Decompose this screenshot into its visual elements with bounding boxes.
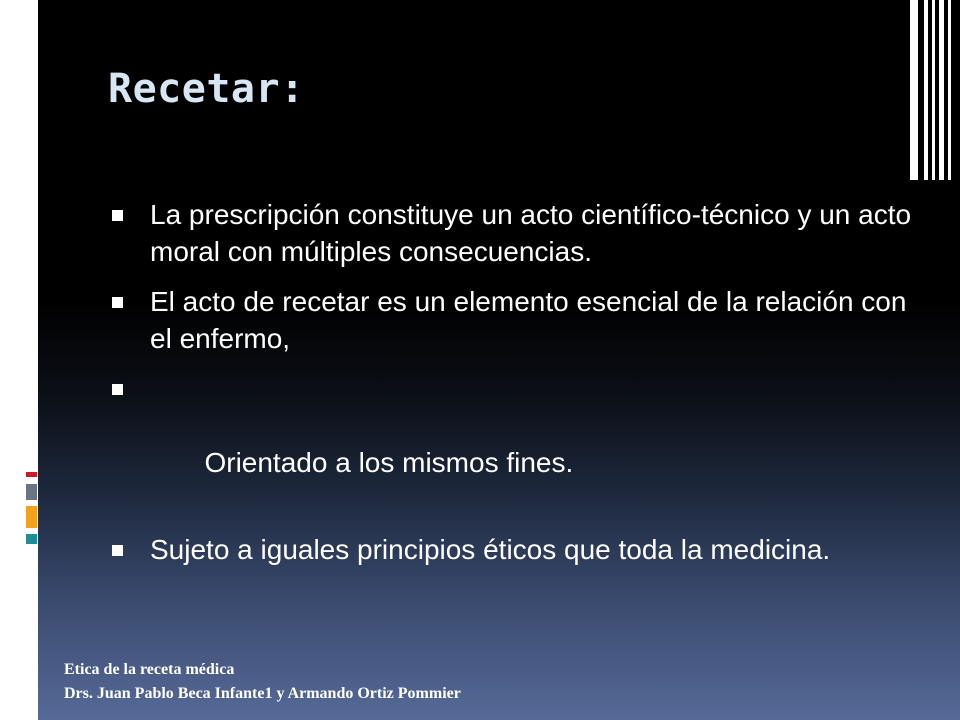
top-right-decoration [910,0,960,180]
bullet-text: Orientado a los mismos fines. [196,447,574,478]
square-bullet-icon [112,384,123,395]
accent-bar-orange [26,506,37,528]
bullet-list [112,196,912,581]
footer-citation [64,658,461,706]
bullet-text: Sujeto a iguales principios éticos que toda la medicina. [150,534,831,565]
bullet-item [112,370,912,518]
footer-line-title: Etica de la receta médica [64,661,235,678]
decoration-bar [939,0,944,180]
decoration-bar [932,0,935,180]
slide-title: Recetar: [108,66,305,112]
decoration-bar [948,0,951,180]
bullet-item [112,531,912,568]
square-bullet-icon [112,210,123,221]
accent-bar-red [26,472,37,477]
square-bullet-icon [112,545,123,556]
footer-line-authors: Drs. Juan Pablo Beca Infante1 y Armando Ortiz Pommier [64,685,461,702]
bullet-item [112,196,912,270]
decoration-bar [924,0,928,180]
bullet-item [112,283,912,357]
accent-bar-gray [26,484,37,500]
bullet-text: La prescripción constituye un acto científico-técnico y un acto moral con múltiples consecuencias. [150,199,912,267]
left-margin-strip [0,0,38,720]
decoration-bar [910,0,918,180]
square-bullet-icon [112,297,123,308]
bullet-text: El acto de recetar es un elemento esencial de la relación con el enfermo, [150,286,907,354]
accent-bar-teal [26,534,37,544]
